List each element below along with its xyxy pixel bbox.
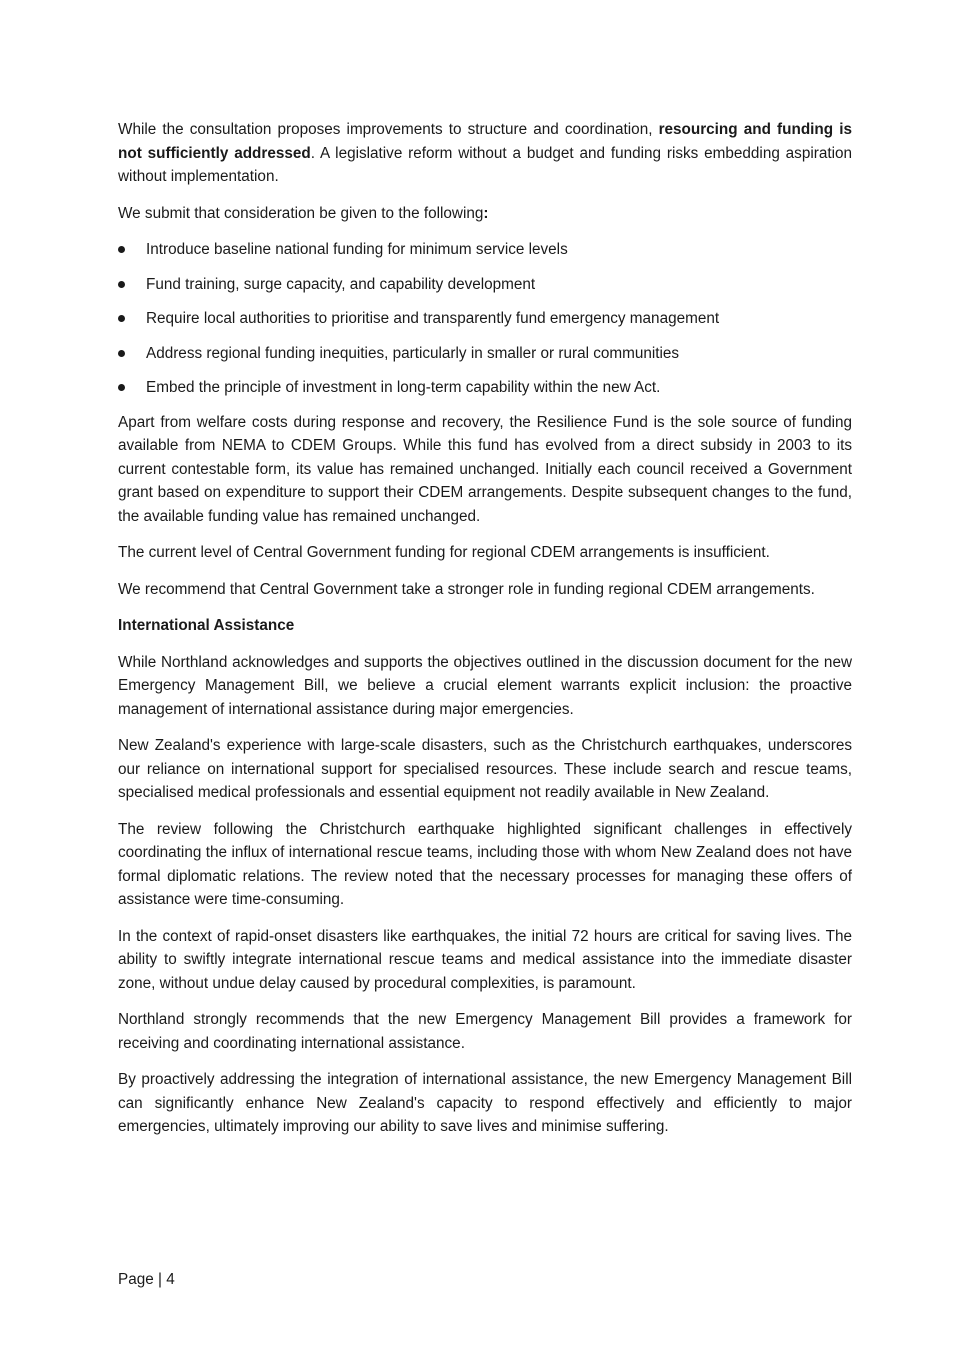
page-content	[118, 118, 852, 1152]
paragraph-conclusion: By proactively addressing the integration of international assistance, the new Emergency Management Bill can significantly enhance New Zealand's capacity to respond effectively and efficiently to major emergencies, ultimately improving our ability to save lives and minimise suffering.	[118, 1071, 852, 1135]
list-item-text: Fund training, surge capacity, and capability development	[146, 275, 536, 293]
paragraph-text: . A legislative reform without a budget and funding risks embedding aspiration without implementation.	[118, 144, 852, 185]
recommendation-list	[118, 238, 852, 400]
paragraph-emphasis: resourcing and funding is not sufficiently addressed	[118, 121, 852, 162]
list-item	[118, 342, 852, 366]
paragraph-review-challenges: The review following the Christchurch earthquake highlighted significant challenges in effectively coordinating the influx of international rescue teams, including those with whom New Zealand does not have formal diplomatic relations. The review noted that the necessary processes for managing these offers of assistance were time-consuming.	[118, 820, 852, 908]
list-item-text: Embed the principle of investment in long-term capability within the new Act.	[146, 379, 661, 396]
bullet-icon	[118, 350, 125, 357]
list-item-text: Introduce baseline national funding for minimum service levels	[146, 241, 568, 258]
paragraph-text: While the consultation proposes improvements to structure and coordination,	[118, 121, 659, 138]
bullet-icon	[118, 384, 125, 391]
list-item-text: Require local authorities to prioritise and transparently fund emergency management	[146, 310, 720, 327]
bullet-icon	[118, 281, 125, 288]
list-item	[118, 376, 852, 400]
bullet-icon	[118, 315, 125, 322]
paragraph-colon: :	[483, 204, 489, 222]
paragraph-northland-acknowledges: While Northland acknowledges and supports the objectives outlined in the discussion document for the new Emergency Management Bill, we believe a crucial element warrants explicit inclusion: the proactive management of international assistance during major emergencies.	[118, 653, 852, 718]
paragraph-funding-intro	[118, 118, 852, 189]
list-item-text: Address regional funding inequities, particularly in smaller or rural communities	[146, 344, 680, 362]
list-item	[118, 307, 852, 331]
paragraph-funding-recommendation: We recommend that Central Government take a stronger role in funding regional CDEM arrangements.	[118, 580, 815, 598]
list-item	[118, 238, 852, 262]
paragraph-nz-experience: New Zealand's experience with large-scale disasters, such as the Christchurch earthquakes, underscores our reliance on international support for specialised resources. These include search and rescue teams, specialised medical professionals and essential equipment not readily available in New Zealand.	[118, 737, 852, 801]
bullet-icon	[118, 246, 125, 253]
paragraph-northland-recommends: Northland strongly recommends that the new Emergency Management Bill provides a framework for receiving and coordinating international assistance.	[118, 1011, 852, 1052]
paragraph-rapid-onset: In the context of rapid-onset disasters like earthquakes, the initial 72 hours are critical for saving lives. The ability to swiftly integrate international rescue teams and medical assistance into the immediate disaster zone, without undue delay caused by procedural complexities, is paramount.	[118, 927, 852, 992]
paragraph-resilience-fund: Apart from welfare costs during response and recovery, the Resilience Fund is the sole source of funding available from NEMA to CDEM Groups. While this fund has evolved from a direct subsidy in 2003 to its current contestable form, its value has remained unchanged. Initially each council received a Government grant based on expenditure to support their CDEM arrangements. Despite subsequent changes to the fund, the available funding value has remained unchanged.	[118, 413, 852, 525]
paragraph-text: We submit that consideration be given to the following	[118, 204, 484, 222]
list-item	[118, 273, 852, 297]
paragraph-funding-insufficient: The current level of Central Government funding for regional CDEM arrangements is insufficient.	[118, 544, 770, 561]
section-heading: International Assistance	[118, 617, 295, 634]
page-number: Page | 4	[118, 1271, 175, 1288]
paragraph-submission-lead	[118, 202, 852, 226]
